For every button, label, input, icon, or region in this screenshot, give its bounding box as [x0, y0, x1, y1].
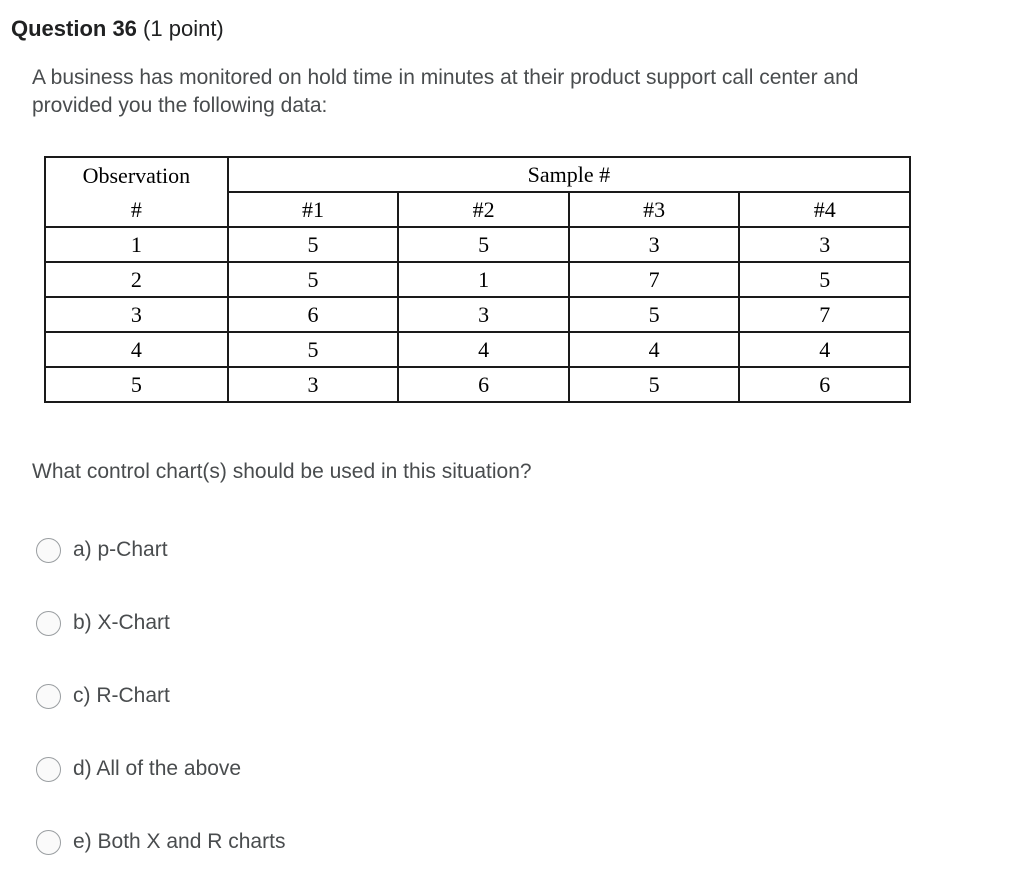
option-e[interactable]	[36, 827, 285, 857]
option-label[interactable]: c) R-Chart	[73, 684, 170, 707]
table-row	[45, 332, 910, 367]
option-label[interactable]: a) p-Chart	[73, 538, 168, 561]
question-number: Question 36	[11, 16, 137, 41]
option-label[interactable]: d) All of the above	[73, 757, 242, 780]
value-cell: 5	[398, 227, 569, 262]
radio-button[interactable]	[36, 830, 61, 855]
sample-column-header: #2	[398, 192, 569, 227]
question-prompt: What control chart(s) should be used in this situation?	[32, 460, 532, 483]
value-cell: 5	[569, 367, 740, 402]
value-cell: 4	[569, 332, 740, 367]
sample-column-header: #1	[228, 192, 399, 227]
data-table	[44, 156, 911, 403]
observation-cell: 5	[45, 367, 228, 402]
observation-cell: 4	[45, 332, 228, 367]
observation-cell: 3	[45, 297, 228, 332]
radio-button[interactable]	[36, 757, 61, 782]
value-cell: 3	[398, 297, 569, 332]
question-header	[11, 16, 224, 42]
option-label[interactable]: e) Both X and R charts	[73, 830, 286, 853]
question-text: A business has monitored on hold time in minutes at their product support call center and provided you the following data:	[32, 66, 859, 117]
table-row	[45, 297, 910, 332]
table-row	[45, 367, 910, 402]
value-cell: 3	[228, 367, 399, 402]
sample-column-header: #3	[569, 192, 740, 227]
radio-button[interactable]	[36, 538, 61, 563]
value-cell: 5	[739, 262, 910, 297]
radio-button[interactable]	[36, 611, 61, 636]
value-cell: 5	[228, 227, 399, 262]
option-c[interactable]	[36, 681, 170, 711]
option-a[interactable]	[36, 535, 168, 565]
table-subheader-row	[45, 192, 910, 227]
option-d[interactable]	[36, 754, 241, 784]
table-row	[45, 227, 910, 262]
observation-number-header: #	[45, 192, 228, 227]
value-cell: 5	[228, 262, 399, 297]
option-label[interactable]: b) X-Chart	[73, 611, 170, 634]
value-cell: 1	[398, 262, 569, 297]
value-cell: 7	[739, 297, 910, 332]
value-cell: 6	[398, 367, 569, 402]
sample-header: Sample #	[228, 157, 910, 192]
question-points: (1 point)	[143, 16, 224, 41]
radio-button[interactable]	[36, 684, 61, 709]
value-cell: 6	[739, 367, 910, 402]
value-cell: 3	[739, 227, 910, 262]
value-cell: 5	[228, 332, 399, 367]
observation-header: Observation	[45, 157, 228, 192]
value-cell: 3	[569, 227, 740, 262]
value-cell: 5	[569, 297, 740, 332]
observation-cell: 1	[45, 227, 228, 262]
sample-column-header: #4	[739, 192, 910, 227]
value-cell: 7	[569, 262, 740, 297]
value-cell: 6	[228, 297, 399, 332]
observation-cell: 2	[45, 262, 228, 297]
table-header-row	[45, 157, 910, 192]
value-cell: 4	[739, 332, 910, 367]
table-row	[45, 262, 910, 297]
value-cell: 4	[398, 332, 569, 367]
option-b[interactable]	[36, 608, 170, 638]
